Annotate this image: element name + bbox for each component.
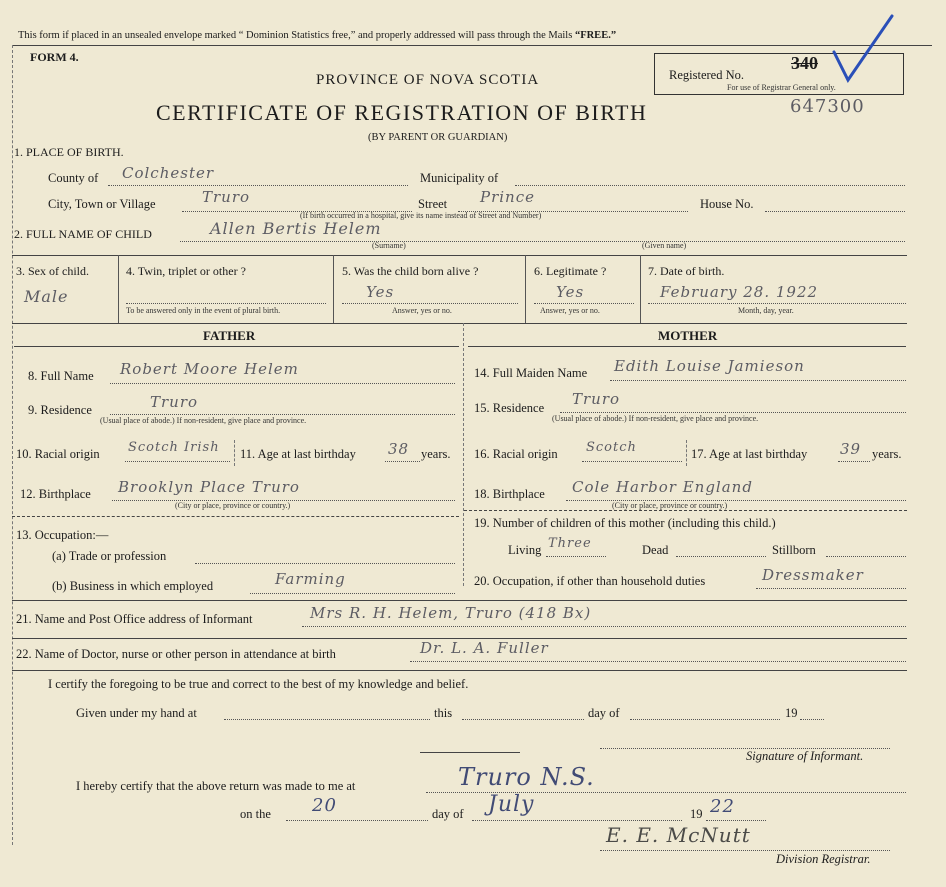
father-birthplace-value: Brooklyn Place Truro (118, 478, 300, 496)
mother-birthplace-value: Cole Harbor England (572, 478, 753, 496)
col-divider-3 (525, 255, 526, 323)
certify-text: I certify the foregoing to be true and correct to the best of my knowledge and belief. (48, 677, 469, 691)
registered-number: 340 (791, 53, 818, 73)
page-title: CERTIFICATE OF REGISTRATION OF BIRTH (156, 100, 648, 125)
mother-years-label: years. (872, 447, 902, 461)
sex-value: Male (24, 287, 69, 306)
registrar-year-value: 22 (710, 796, 735, 817)
year-line (800, 719, 824, 720)
registrar-signature-label: Division Registrar. (776, 852, 871, 866)
place-of-birth-heading: 1. PLACE OF BIRTH. (14, 145, 124, 159)
mother-heading: MOTHER (658, 328, 718, 343)
registrar-year-prefix: 19 (690, 807, 703, 821)
father-mother-divider (463, 323, 464, 586)
county-line (108, 185, 408, 186)
twin-note: To be answered only in the event of plural birth. (126, 306, 281, 315)
mother-occupation-line (756, 588, 906, 589)
informant-value: Mrs R. H. Helem, Truro (418 Bx) (310, 604, 592, 622)
trade-label: (a) Trade or profession (52, 549, 167, 563)
day-of-line (630, 719, 780, 720)
twin-label: 4. Twin, triplet or other ? (126, 264, 246, 278)
top-border (12, 45, 932, 46)
registrar-day-of-label: day of (432, 807, 464, 821)
row-divider-top (12, 255, 907, 256)
city-value: Truro (202, 188, 251, 206)
father-section-rule (12, 516, 459, 517)
father-birthplace-note: (City or place, province or country.) (175, 501, 291, 510)
dead-label: Dead (642, 543, 669, 557)
business-value: Farming (275, 570, 346, 588)
father-age-label: 11. Age at last birthday (240, 447, 356, 461)
date-of-birth-label: 7. Date of birth. (648, 264, 725, 278)
mother-birthplace-note: (City or place, province or country.) (612, 501, 728, 510)
informant-signature-label: Signature of Informant. (746, 749, 864, 763)
father-birthplace-label: 12. Birthplace (20, 487, 91, 501)
check-mark-icon (830, 12, 896, 84)
stillborn-line (826, 556, 906, 557)
trade-line (195, 563, 455, 564)
registered-label: Registered No. (669, 68, 744, 82)
informant-label: 21. Name and Post Office address of Informant (16, 612, 253, 626)
mother-name-line (610, 380, 906, 381)
form-number: FORM 4. (30, 50, 79, 64)
row-divider-bottom (12, 323, 907, 324)
given-label: Given under my hand at (76, 706, 197, 720)
mother-age-label: 17. Age at last birthday (691, 447, 808, 461)
father-name-line (110, 383, 455, 384)
mother-racial-value: Scotch (586, 440, 637, 455)
nineteen-label: 19 (785, 706, 798, 720)
doctor-line (410, 661, 906, 662)
mother-racial-label: 16. Racial origin (474, 447, 558, 461)
surname-note: (Surname) (372, 241, 406, 250)
alive-value: Yes (366, 283, 395, 301)
registrar-month-line (472, 820, 682, 821)
mother-residence-note: (Usual place of abode.) If non-resident, give place and province. (552, 414, 759, 423)
registrar-note: For use of Registrar General only. (727, 83, 836, 92)
doctor-value: Dr. L. A. Fuller (420, 639, 549, 657)
doctor-label: 22. Name of Doctor, nurse or other person in attendance at birth (16, 647, 336, 661)
street-value: Prince (480, 188, 535, 206)
date-of-birth-line (648, 303, 906, 304)
mother-residence-value: Truro (572, 390, 621, 408)
registrar-place-value: Truro N.S. (458, 763, 595, 791)
alive-label: 5. Was the child born alive ? (342, 264, 479, 278)
registrar-signature-line (600, 850, 890, 851)
legitimate-line (534, 303, 634, 304)
father-racial-divider (234, 440, 235, 466)
alive-line (342, 303, 518, 304)
living-line (546, 556, 606, 557)
registrar-month-value: July (488, 792, 535, 817)
registrar-signature: E. E. McNutt (606, 823, 751, 847)
col-divider-1 (118, 255, 119, 323)
this-line (462, 719, 584, 720)
doctor-rule (12, 670, 907, 671)
father-residence-note: (Usual place of abode.) If non-resident, give place and province. (100, 416, 307, 425)
on-the-label: on the (240, 807, 271, 821)
mother-age-line (838, 461, 870, 462)
legitimate-label: 6. Legitimate ? (534, 264, 607, 278)
mother-occupation-value: Dressmaker (762, 566, 864, 584)
father-age-line (385, 461, 420, 462)
father-heading: FATHER (203, 328, 256, 343)
province-heading: PROVINCE OF NOVA SCOTIA (316, 72, 540, 88)
father-residence-line (110, 414, 455, 415)
city-label: City, Town or Village (48, 197, 156, 211)
municipality-label: Municipality of (420, 171, 499, 185)
on-the-line (286, 820, 428, 821)
father-years-label: years. (421, 447, 451, 461)
mother-section-rule (464, 510, 907, 511)
given-name-note: (Given name) (642, 241, 687, 250)
father-racial-value: Scotch Irish (128, 440, 220, 455)
father-name-label: 8. Full Name (28, 369, 94, 383)
page-subtitle: (BY PARENT OR GUARDIAN) (368, 132, 508, 143)
father-age-value: 38 (388, 440, 410, 458)
mother-age-value: 39 (840, 440, 862, 458)
father-name-value: Robert Moore Helem (120, 360, 299, 378)
mother-heading-rule (468, 346, 906, 347)
alive-note: Answer, yes or no. (392, 306, 452, 315)
child-name-value: Allen Bertis Helem (210, 219, 382, 238)
mother-name-value: Edith Louise Jamieson (614, 357, 805, 375)
child-name-label: 2. FULL NAME OF CHILD (14, 227, 152, 241)
short-rule (420, 752, 520, 753)
informant-line (302, 626, 906, 627)
house-line (765, 211, 905, 212)
mother-racial-divider (686, 440, 687, 466)
legitimate-value: Yes (556, 283, 585, 301)
father-residence-value: Truro (150, 393, 199, 411)
father-racial-line (125, 461, 230, 462)
date-of-birth-value: February 28. 1922 (660, 283, 819, 301)
date-of-birth-note: Month, day, year. (738, 306, 794, 315)
mail-notice: This form if placed in an unsealed envelope marked “ Dominion Statistics free,” and properly addressed will pass through the Mails “FREE.” (18, 30, 617, 41)
registrar-year-line (706, 820, 766, 821)
child-name-line (180, 241, 905, 242)
registrar-day-value: 20 (312, 795, 337, 816)
given-line (224, 719, 430, 720)
mother-occupation-label: 20. Occupation, if other than household duties (474, 574, 706, 588)
day-of-label: day of (588, 706, 620, 720)
left-border (12, 45, 13, 845)
col-divider-2 (333, 255, 334, 323)
children-label: 19. Number of children of this mother (including this child.) (474, 516, 776, 530)
street-label: Street (418, 197, 448, 211)
business-label: (b) Business in which employed (52, 579, 214, 593)
house-label: House No. (700, 197, 754, 211)
stamp-number: 647300 (790, 96, 865, 117)
parents-bottom-rule (12, 600, 907, 601)
mother-residence-line (560, 412, 906, 413)
legitimate-note: Answer, yes or no. (540, 306, 600, 315)
municipality-line (515, 185, 905, 186)
twin-line (126, 303, 326, 304)
sex-label: 3. Sex of child. (16, 264, 89, 278)
stillborn-label: Stillborn (772, 543, 816, 557)
mother-racial-line (582, 461, 682, 462)
mother-name-label: 14. Full Maiden Name (474, 366, 588, 380)
county-label: County of (48, 171, 99, 185)
father-racial-label: 10. Racial origin (16, 447, 100, 461)
father-heading-rule (14, 346, 459, 347)
business-line (250, 593, 455, 594)
registrar-text: I hereby certify that the above return was made to me at (76, 779, 356, 793)
father-residence-label: 9. Residence (28, 403, 92, 417)
mother-residence-label: 15. Residence (474, 401, 545, 415)
col-divider-4 (640, 255, 641, 323)
occupation-label: 13. Occupation:— (16, 528, 109, 542)
this-label: this (434, 706, 453, 720)
living-label: Living (508, 543, 542, 557)
dead-line (676, 556, 766, 557)
mother-birthplace-label: 18. Birthplace (474, 487, 545, 501)
county-value: Colchester (122, 164, 215, 182)
hospital-note: (If birth occurred in a hospital, give its name instead of Street and Number) (300, 211, 542, 220)
living-value: Three (548, 536, 592, 551)
